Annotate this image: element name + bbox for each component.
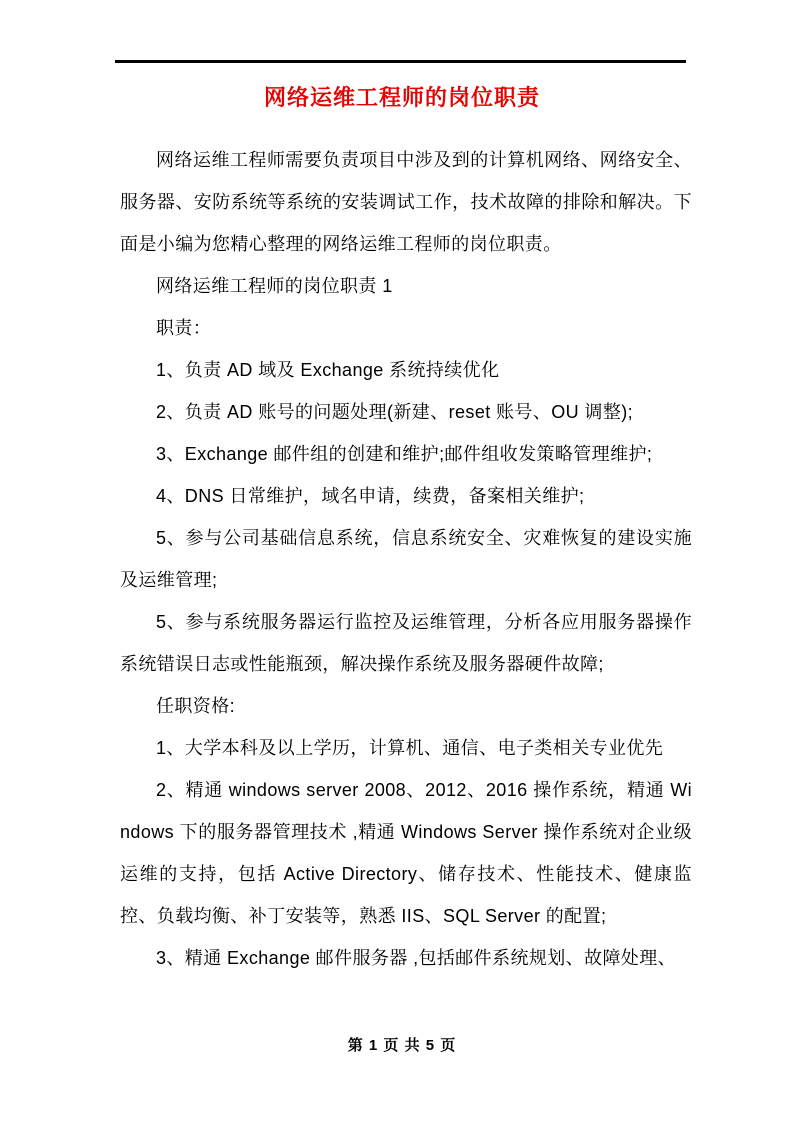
paragraph: 职责： [156,318,212,338]
paragraph: 1、大学本科及以上学历，计算机、通信、电子类相关专业优先 [156,738,664,758]
paragraph: 5、参与公司基础信息系统，信息系统安全、灾难恢复的建设实施及运维管理; [120,528,692,590]
paragraph: 4、DNS 日常维护，域名申请，续费，备案相关维护; [156,486,585,506]
paragraph: 2、精通 windows server 2008、2012、2016 操作系统，精通 Windows 下的服务器管理技术 ,精通 Windows Server 操作系统对企业级运维的支持，包括 Active Directory、储存技术、性能技术、健康监控、负载均衡、补丁安装等，熟悉 IIS、SQL Server 的配置; [120,780,692,926]
paragraph: 任职资格: [156,696,236,716]
paragraph: 1、负责 AD 域及 Exchange 系统持续优化 [156,360,500,380]
page-number-footer: 第 1 页 共 5 页 [347,1037,457,1054]
document-title: 网络运维工程师的岗位职责 [263,85,540,110]
header-rule [115,60,686,63]
paragraph: 2、负责 AD 账号的问题处理(新建、reset 账号、OU 调整); [156,402,634,422]
paragraph: 5、参与系统服务器运行监控及运维管理，分析各应用服务器操作系统错误日志或性能瓶颈，解决操作系统及服务器硬件故障; [120,612,692,674]
paragraph: 3、Exchange 邮件组的创建和维护;邮件组收发策略管理维护; [156,444,653,464]
paragraph: 网络运维工程师需要负责项目中涉及到的计算机网络、网络安全、服务器、安防系统等系统的安装调试工作，技术故障的排除和解决。下面是小编为您精心整理的网络运维工程师的岗位职责。 [120,150,692,254]
document-body [120,139,692,979]
paragraph: 网络运维工程师的岗位职责 1 [156,276,393,296]
paragraph: 3、精通 Exchange 邮件服务器 ,包括邮件系统规划、故障处理、 [156,948,677,968]
